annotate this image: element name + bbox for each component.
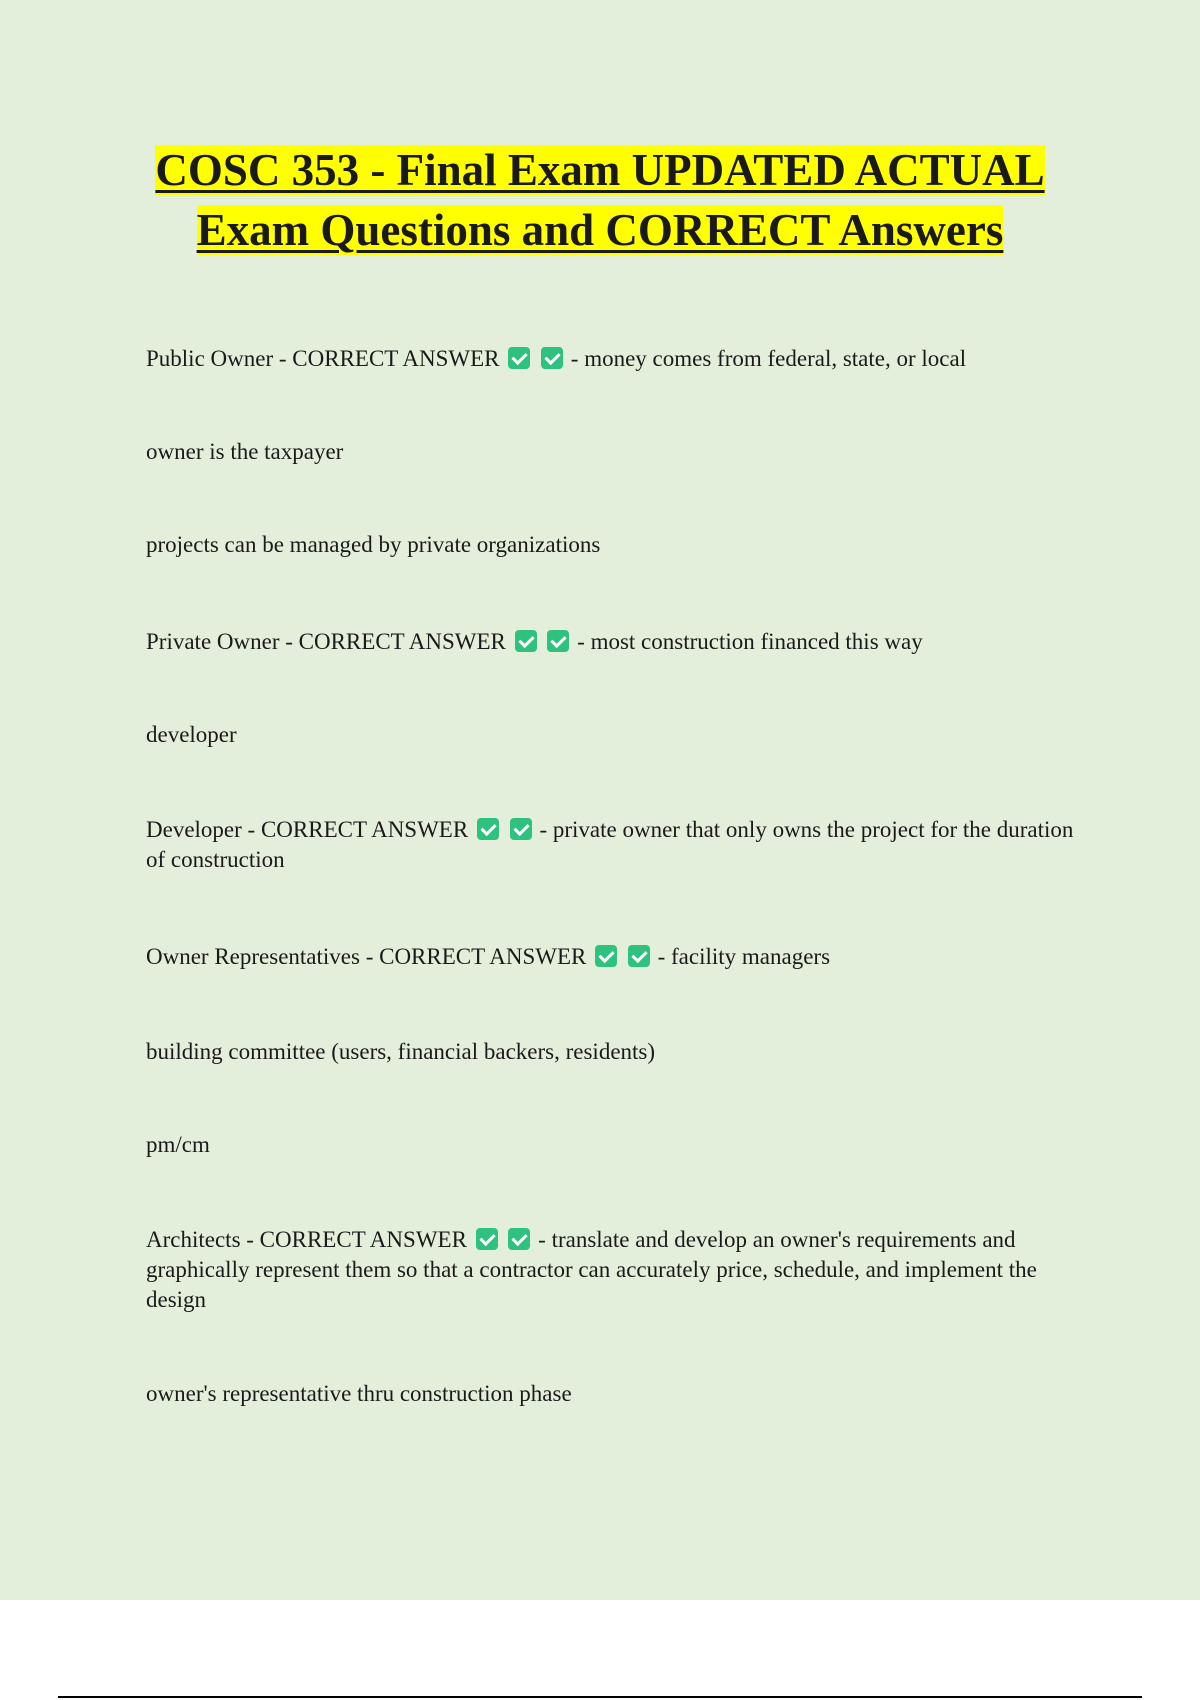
text-line: developer: [146, 722, 237, 747]
text-line: pm/cm: [146, 1132, 210, 1157]
check-mark-icon: [541, 347, 563, 369]
footer-divider: [58, 1696, 1142, 1698]
check-mark-icon: [477, 818, 499, 840]
check-mark-icon: [547, 630, 569, 652]
qa-term: Architects - CORRECT ANSWER: [146, 1227, 467, 1252]
qa-term: Owner Representatives - CORRECT ANSWER: [146, 944, 587, 969]
text-line: owner's representative thru construction phase: [146, 1381, 572, 1406]
check-mark-icon: [595, 945, 617, 967]
check-mark-icon: [510, 818, 532, 840]
qa-definition: - facility managers: [657, 944, 831, 969]
text-line: projects can be managed by private organizations: [146, 532, 601, 557]
qa-item-architects: [146, 1225, 1086, 1315]
qa-definition: - private owner that only owns the project for the duration of construction: [146, 817, 1074, 872]
qa-item-owner-representatives: [146, 942, 1086, 972]
qa-item-private-owner: [146, 627, 1086, 657]
document-title-text: COSC 353 - Final Exam UPDATED ACTUAL Exam Questions and CORRECT Answers: [155, 145, 1045, 255]
qa-item-public-owner: [146, 344, 1086, 374]
qa-item-developer: [146, 815, 1086, 875]
check-mark-icon: [515, 630, 537, 652]
qa-definition: - translate and develop an owner's requirements and graphically represent them so that a contractor can accurately price, schedule, and implement the design: [146, 1227, 1037, 1312]
text-line: building committee (users, financial backers, residents): [146, 1039, 656, 1064]
qa-definition: - money comes from federal, state, or local: [570, 346, 967, 371]
check-mark-icon: [628, 945, 650, 967]
check-mark-icon: [508, 1228, 530, 1250]
check-mark-icon: [508, 347, 530, 369]
document-title: [100, 140, 1100, 260]
qa-term: Public Owner - CORRECT ANSWER: [146, 346, 500, 371]
qa-definition: - most construction financed this way: [577, 629, 923, 654]
check-mark-icon: [476, 1228, 498, 1250]
text-line: owner is the taxpayer: [146, 439, 344, 464]
qa-term: Private Owner - CORRECT ANSWER: [146, 629, 506, 654]
qa-term: Developer - CORRECT ANSWER: [146, 817, 469, 842]
